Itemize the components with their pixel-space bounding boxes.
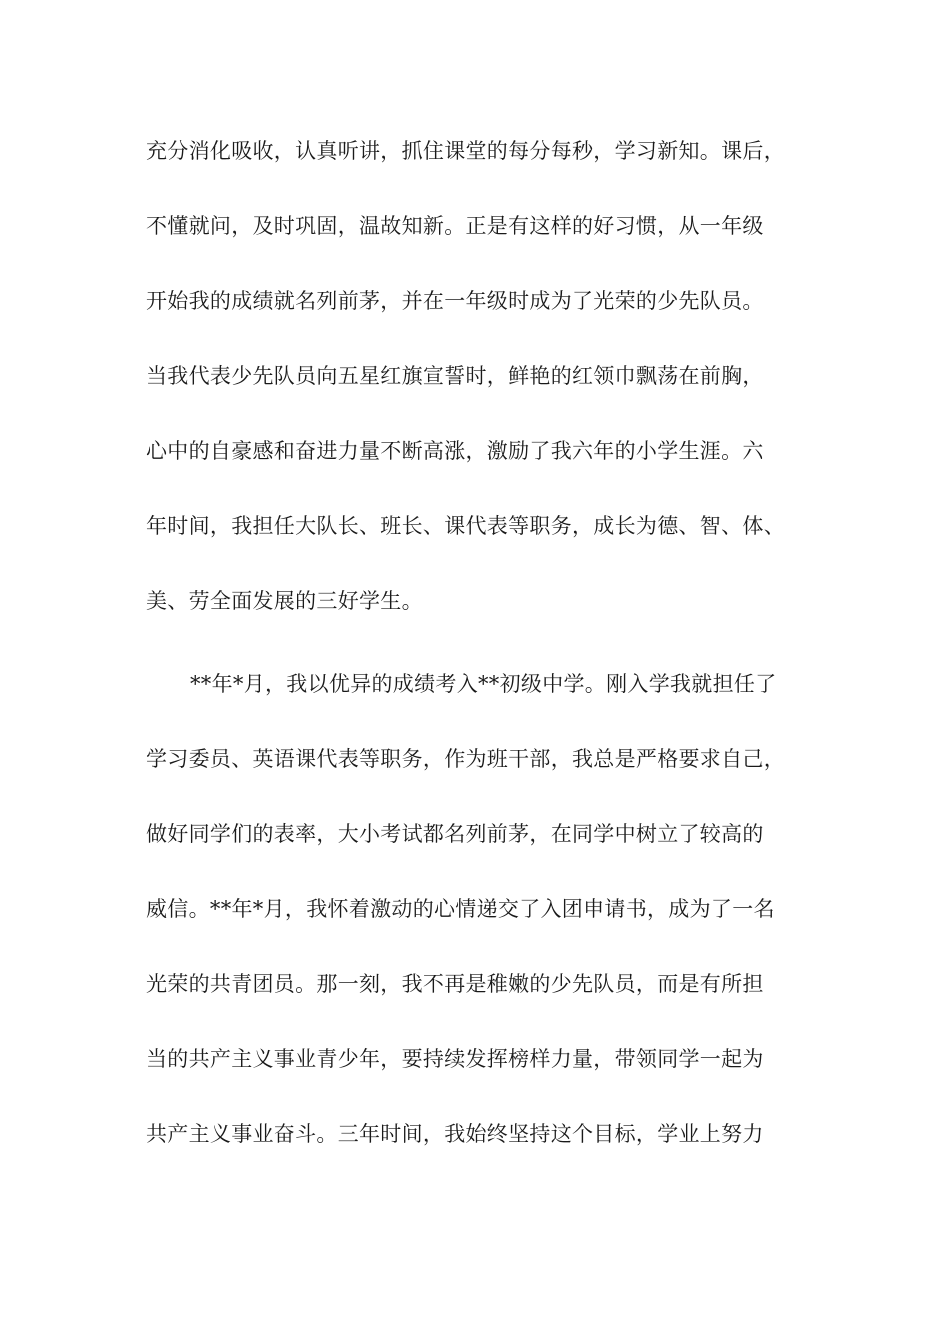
text-line: 开始我的成绩就名列前茅，并在一年级时成为了光荣的少先队员。 bbox=[146, 289, 764, 313]
text-line: 当我代表少先队员向五星红旗宣誓时，鲜艳的红领巾飘荡在前胸， bbox=[146, 364, 764, 388]
text-line: 充分消化吸收，认真听讲，抓住课堂的每分每秒，学习新知。课后， bbox=[146, 139, 785, 163]
text-line: 美、劳全面发展的三好学生。 bbox=[146, 589, 423, 613]
paragraph-first-line: **年*月，我以优异的成绩考入**初级中学。刚入学我就担任了 bbox=[190, 672, 777, 696]
text-line: 年时间，我担任大队长、班长、课代表等职务，成长为德、智、体、 bbox=[146, 514, 785, 538]
text-line: 不懂就问，及时巩固，温故知新。正是有这样的好习惯，从一年级 bbox=[146, 214, 764, 238]
text-line: 心中的自豪感和奋进力量不断高涨，激励了我六年的小学生涯。六 bbox=[146, 439, 764, 463]
text-line: 光荣的共青团员。那一刻，我不再是稚嫩的少先队员，而是有所担 bbox=[146, 972, 764, 996]
text-line: 共产主义事业奋斗。三年时间，我始终坚持这个目标，学业上努力 bbox=[146, 1122, 764, 1146]
text-line: 威信。**年*月，我怀着激动的心情递交了入团申请书，成为了一名 bbox=[146, 897, 775, 921]
text-line: 当的共产主义事业青少年，要持续发挥榜样力量，带领同学一起为 bbox=[146, 1047, 764, 1071]
text-line: 学习委员、英语课代表等职务，作为班干部，我总是严格要求自己， bbox=[146, 747, 785, 771]
text-line: 做好同学们的表率，大小考试都名列前茅，在同学中树立了较高的 bbox=[146, 822, 764, 846]
